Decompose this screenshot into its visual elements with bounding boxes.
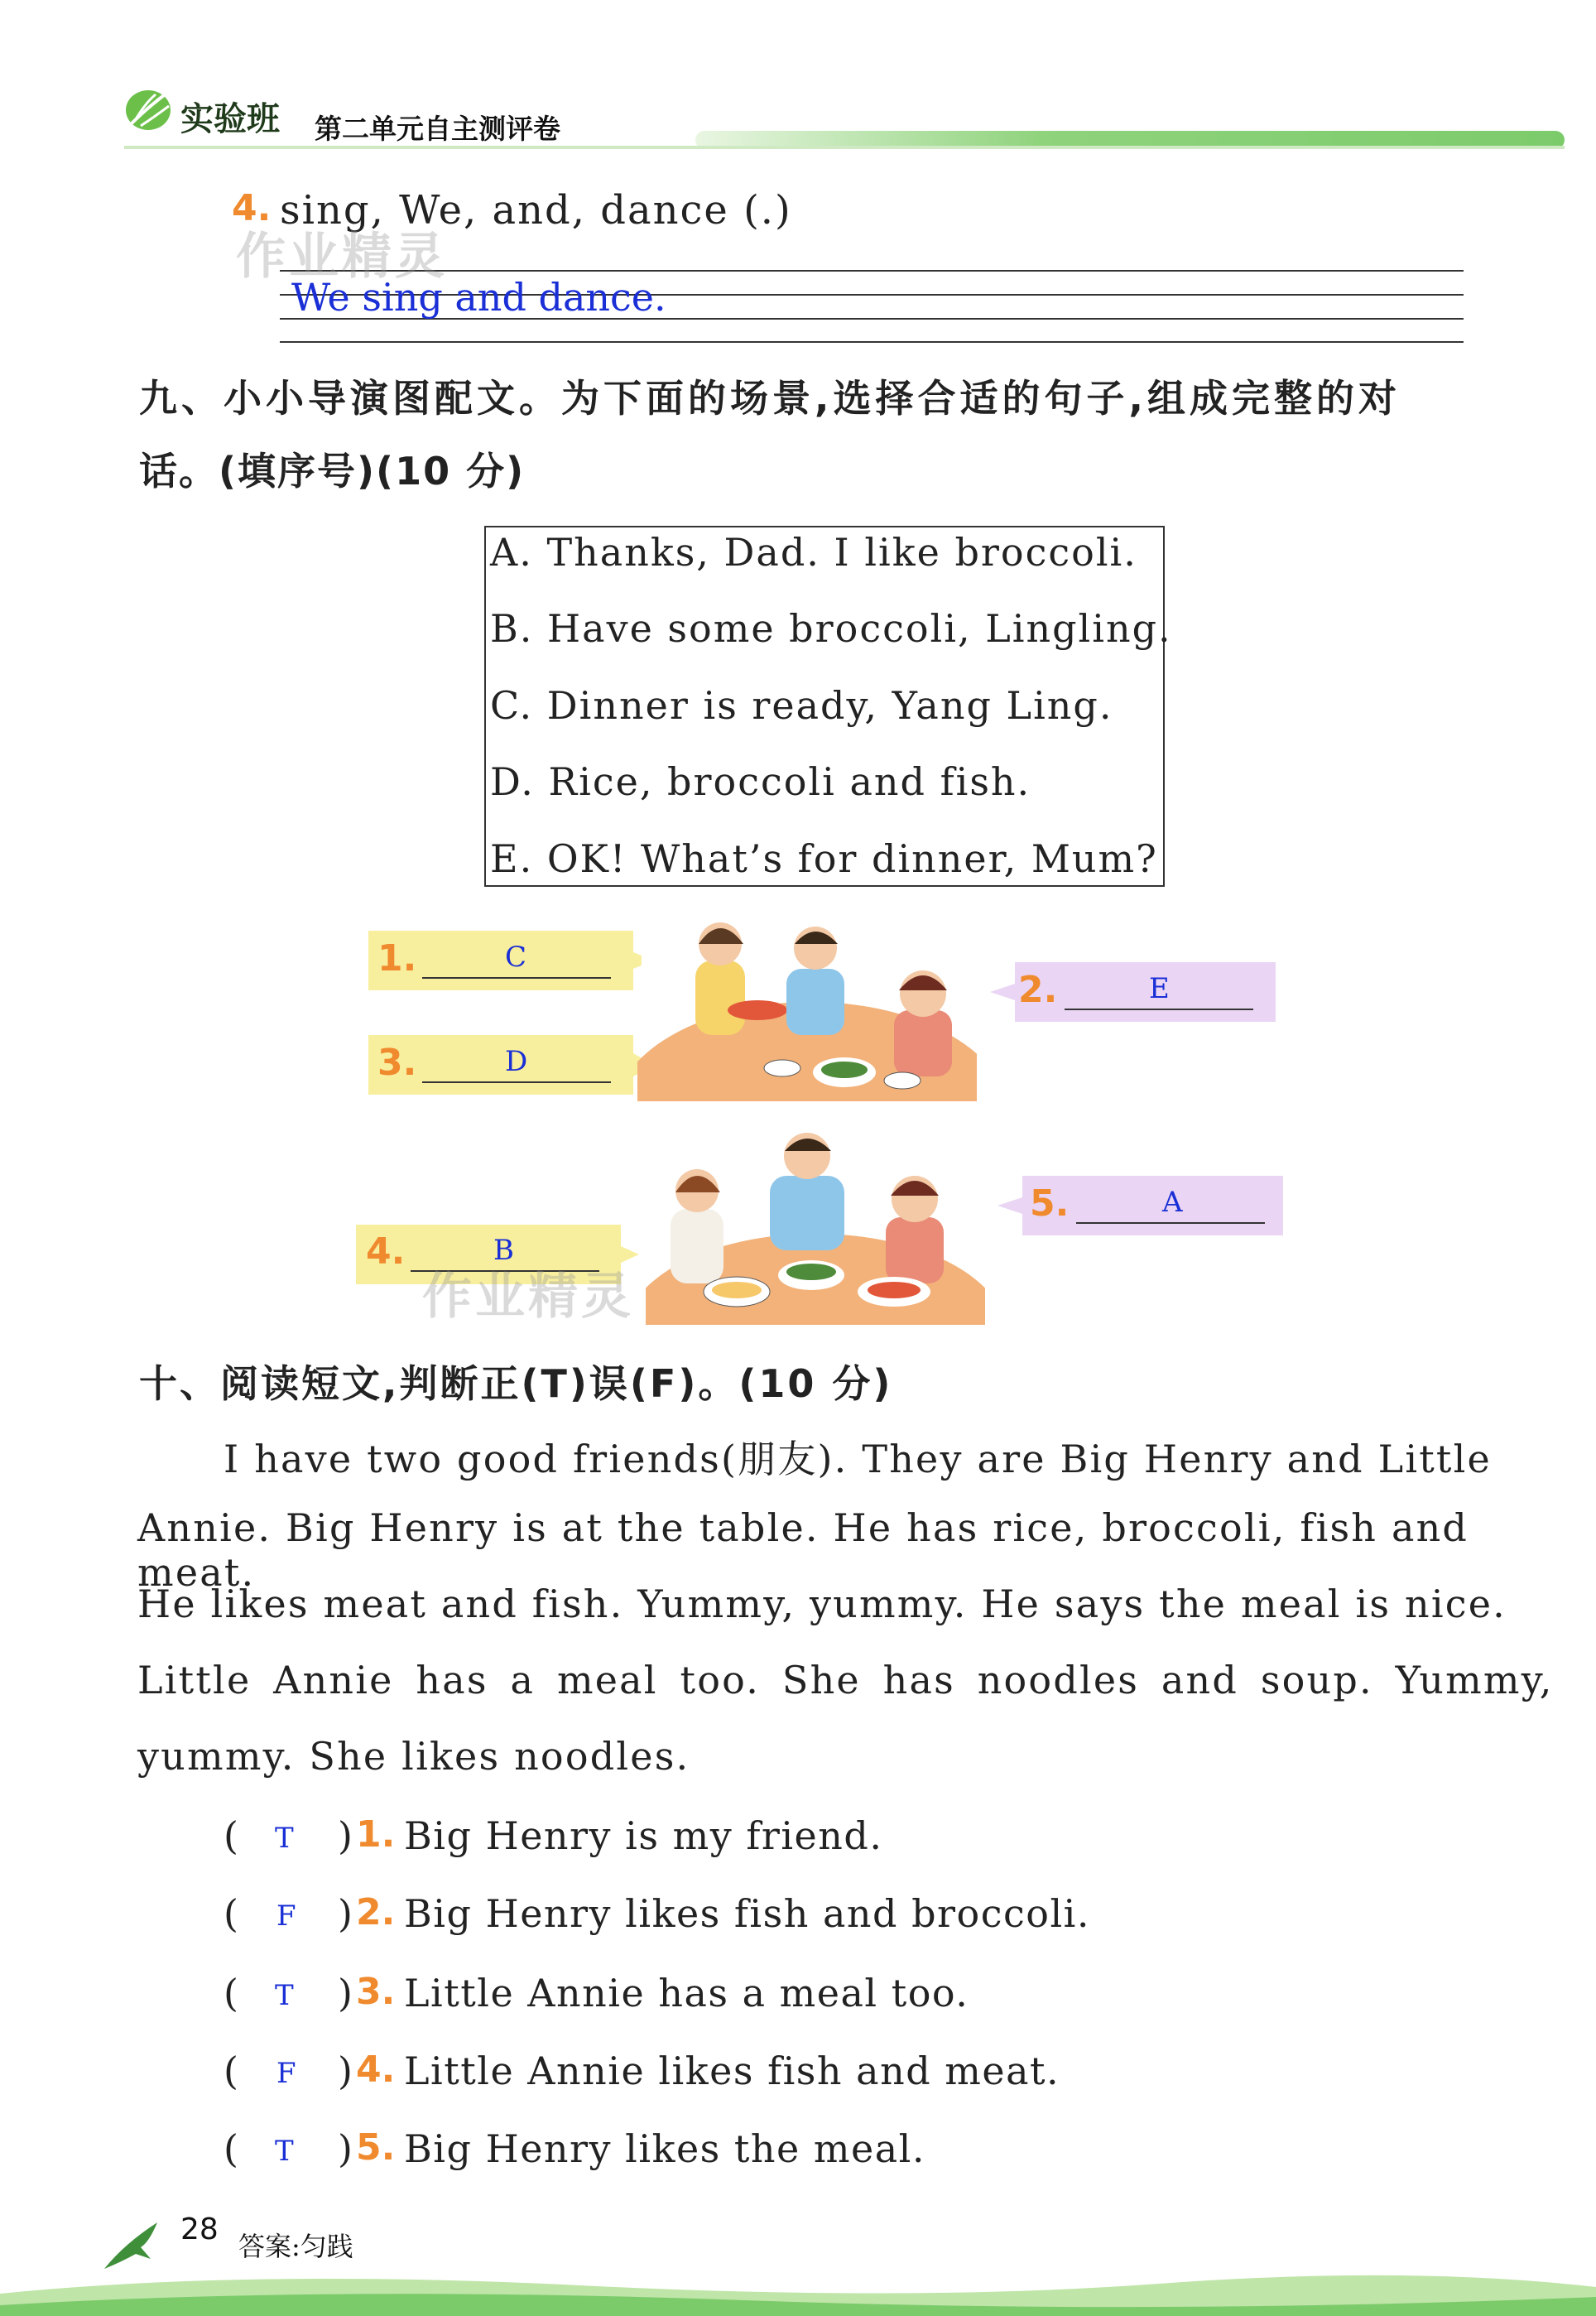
q4-prompt: sing, We, and, dance (.) [280,187,792,234]
open-paren: ( [224,1813,240,1858]
writing-line [280,270,1464,272]
watermark: 作业精灵 [422,1268,634,1326]
blank-4-number: 4. [366,1230,406,1273]
tf-number: 1. [356,1813,396,1856]
passage-line: yummy. She likes noodles. [137,1734,690,1779]
blank-5-line [1076,1222,1265,1224]
close-paren: ) [338,2049,354,2093]
tf-answer[interactable]: F [276,1900,296,1933]
dinner-scene-2-illustration [646,1126,985,1325]
tf-statement: Little Annie likes fish and meat. [404,2049,1060,2093]
tf-answer[interactable]: T [275,1822,294,1855]
close-paren: ) [338,2126,354,2171]
unit-subtitle: 第二单元自主测评卷 [315,113,560,145]
dinner-scene-1-illustration [637,911,977,1101]
blank-3-line [422,1081,611,1083]
tf-number: 4. [356,2049,396,2091]
open-paren: ( [224,1971,240,2015]
blank-5-answer[interactable]: A [1162,1186,1183,1219]
blank-1-number: 1. [377,937,417,980]
tf-number: 2. [356,1891,396,1933]
watermark: 作业精灵 [236,228,448,286]
leaf-logo-icon [123,83,174,134]
blank-4-answer[interactable]: B [493,1234,514,1267]
tf-item [224,2126,1382,2193]
close-paren: ) [338,1891,354,1936]
brand-title: 实验班 [180,100,280,138]
tf-answer[interactable]: T [275,1979,294,2012]
option-d: D. Rice, broccoli and fish. [490,759,1031,804]
blank-2-number: 2. [1018,969,1058,1011]
q4-number: 4. [232,187,272,229]
open-paren: ( [224,2126,240,2171]
writing-line [280,341,1464,343]
blank-1-line [422,977,611,979]
tf-answer[interactable]: F [276,2057,296,2090]
blank-1-answer[interactable]: C [505,941,527,974]
option-e: E. OK! What’s for dinner, Mum? [490,836,1158,881]
option-c: C. Dinner is ready, Yang Ling. [490,683,1113,728]
dolphin-icon [99,2211,166,2277]
open-paren: ( [224,2049,240,2093]
passage-line: He likes meat and fish. Yummy, yummy. He says the meal is nice. [137,1582,1507,1626]
page-number: 28 [180,2212,219,2246]
tf-statement: Big Henry likes fish and broccoli. [404,1891,1091,1936]
blank-2-answer[interactable]: E [1149,972,1170,1005]
blank-3-number: 3. [377,1042,417,1084]
section-9-title: 九、小小导演图配文。为下面的场景,选择合适的句子,组成完整的对 [139,376,1401,421]
tf-item [224,1813,1382,1880]
tf-number: 5. [356,2126,396,2169]
blank-2-line [1065,1009,1253,1010]
tf-statement: Big Henry is my friend. [404,1813,883,1858]
option-a: A. Thanks, Dad. I like broccoli. [490,530,1137,575]
tf-number: 3. [356,1971,396,2013]
tf-statement: Little Annie has a meal too. [404,1971,969,2015]
open-paren: ( [224,1891,240,1936]
close-paren: ) [338,1813,354,1858]
tf-statement: Big Henry likes the meal. [404,2126,925,2171]
passage-line: I have two good friends(朋友). They are Big Henry and Little [224,1437,1492,1481]
footer-wave [0,2269,1596,2316]
footer-label: 答案:匀践 [238,2231,353,2262]
tf-item [224,1971,1382,2037]
option-b: B. Have some broccoli, Lingling. [490,606,1172,651]
passage-line: Little Annie has a meal too. She has noodles and soup. Yummy, [137,1658,1554,1702]
section-10-title: 十、阅读短文,判断正(T)误(F)。(10 分) [139,1361,893,1406]
passage-line: Annie. Big Henry is at the table. He has rice, broccoli, fish and meat. [137,1505,1469,1595]
blank-5-number: 5. [1030,1182,1070,1225]
section-9-title-cont: 话。(填序号)(10 分) [139,449,526,494]
tf-item [224,1891,1382,1957]
tf-item [224,2049,1382,2115]
q4-answer: We sing and dance. [291,275,666,320]
tf-answer[interactable]: T [275,2135,294,2168]
close-paren: ) [338,1971,354,2015]
blank-3-answer[interactable]: D [505,1045,528,1078]
